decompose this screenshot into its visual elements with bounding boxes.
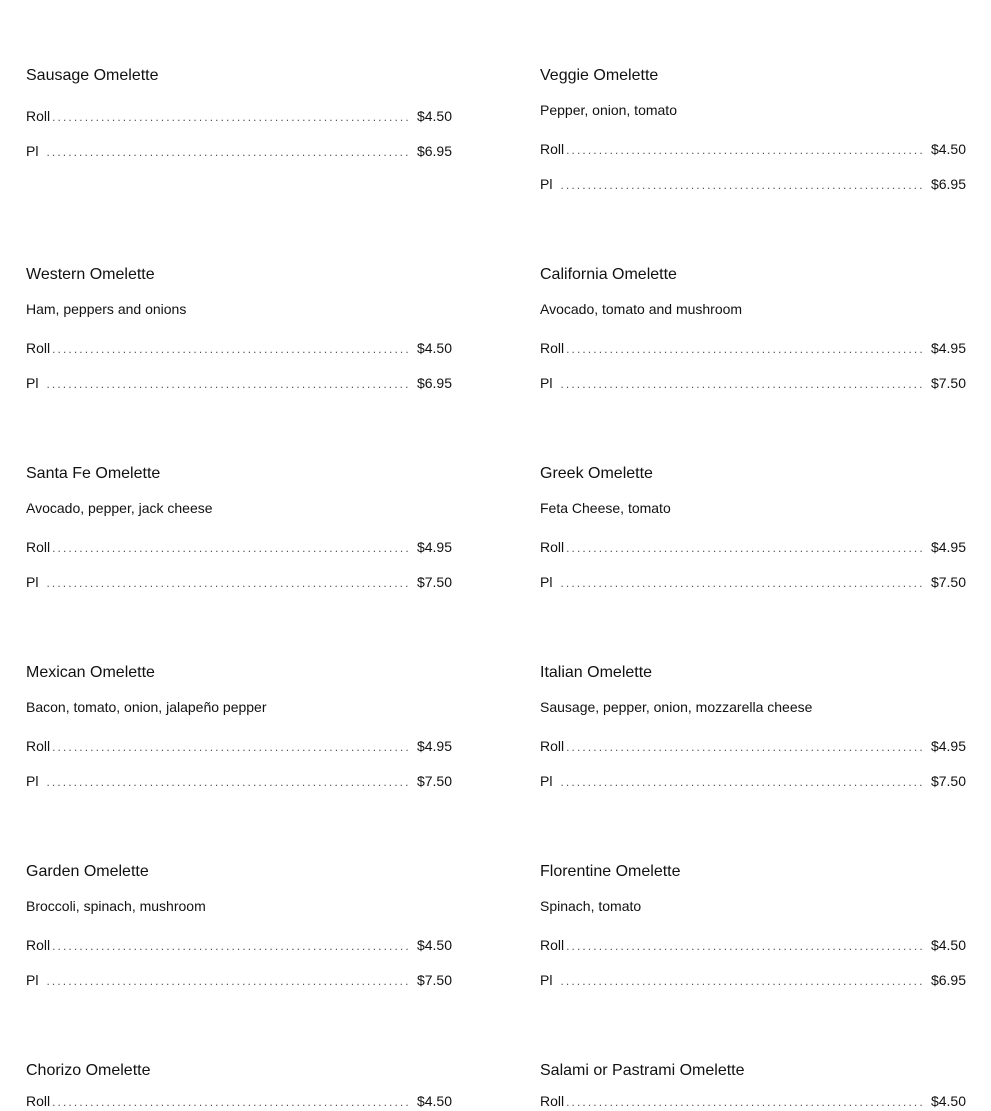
- price: $4.95: [930, 539, 966, 555]
- menu-item-greek-omelette: [540, 464, 966, 591]
- item-description: Bacon, tomato, onion, jalapeño pepper: [26, 699, 267, 715]
- dot-leader: [52, 1093, 409, 1111]
- size-label: Pl: [26, 375, 39, 391]
- item-description: Feta Cheese, tomato: [540, 500, 671, 516]
- price: $4.50: [416, 1093, 452, 1109]
- item-name: Italian Omelette: [540, 664, 653, 681]
- size-label: Roll: [540, 340, 565, 356]
- dot-leader: [52, 539, 409, 557]
- dot-leader: [566, 738, 923, 756]
- price-row-platter: [26, 374, 452, 392]
- dot-leader: [566, 539, 923, 557]
- size-label: Pl: [540, 773, 553, 789]
- price-row-roll: [540, 1092, 966, 1110]
- dot-leader: [52, 340, 409, 358]
- size-label: Pl: [540, 972, 553, 988]
- price-row-platter: [540, 772, 966, 790]
- dot-leader: [566, 1093, 923, 1111]
- price-row-platter: [26, 772, 452, 790]
- size-label: Pl: [540, 574, 553, 590]
- size-label: Pl: [540, 176, 553, 192]
- dot-leader: [560, 574, 923, 592]
- size-label: Roll: [26, 340, 51, 356]
- size-label: Roll: [540, 539, 565, 555]
- item-name: Greek Omelette: [540, 465, 653, 482]
- price: $6.95: [930, 972, 966, 988]
- price-row-roll: [540, 339, 966, 357]
- price: $4.95: [930, 340, 966, 356]
- size-label: Roll: [26, 937, 51, 953]
- dot-leader: [566, 340, 923, 358]
- price: $6.95: [930, 176, 966, 192]
- size-label: Roll: [540, 738, 565, 754]
- menu-item-mexican-omelette: [26, 663, 452, 790]
- size-label: Roll: [26, 1093, 51, 1109]
- size-label: Pl: [26, 773, 39, 789]
- price-row-platter: [540, 971, 966, 989]
- price-row-roll: [26, 107, 452, 125]
- item-name: Chorizo Omelette: [26, 1062, 151, 1079]
- size-label: Roll: [26, 738, 51, 754]
- size-label: Pl: [26, 972, 39, 988]
- price-row-platter: [26, 971, 452, 989]
- price: $6.95: [416, 143, 452, 159]
- price: $7.50: [930, 773, 966, 789]
- dot-leader: [566, 937, 923, 955]
- price: $4.50: [416, 340, 452, 356]
- price: $6.95: [416, 375, 452, 391]
- price: $7.50: [416, 574, 452, 590]
- menu-item-italian-omelette: [540, 663, 966, 790]
- dot-leader: [52, 108, 409, 126]
- price: $7.50: [416, 972, 452, 988]
- dot-leader: [46, 375, 409, 393]
- dot-leader: [566, 141, 923, 159]
- item-name: Veggie Omelette: [540, 67, 659, 84]
- price-row-platter: [540, 175, 966, 193]
- price-row-roll: [540, 538, 966, 556]
- size-label: Roll: [540, 1093, 565, 1109]
- menu-item-garden-omelette: [26, 862, 452, 989]
- item-name: Mexican Omelette: [26, 664, 155, 681]
- item-description: Ham, peppers and onions: [26, 301, 187, 317]
- dot-leader: [560, 972, 923, 990]
- dot-leader: [46, 773, 409, 791]
- price: $7.50: [930, 574, 966, 590]
- price: $4.50: [416, 108, 452, 124]
- menu-item-chorizo-omelette: [26, 1061, 452, 1110]
- item-name: Sausage Omelette: [26, 67, 159, 84]
- price-row-roll: [26, 737, 452, 755]
- dot-leader: [46, 574, 409, 592]
- item-description: Avocado, pepper, jack cheese: [26, 500, 213, 516]
- item-name: Garden Omelette: [26, 863, 149, 880]
- item-description: Spinach, tomato: [540, 898, 642, 914]
- price-row-platter: [540, 573, 966, 591]
- price: $4.50: [416, 937, 452, 953]
- size-label: Pl: [26, 574, 39, 590]
- item-name: Florentine Omelette: [540, 863, 681, 880]
- item-name: Western Omelette: [26, 266, 155, 283]
- price-row-roll: [26, 339, 452, 357]
- price: $7.50: [416, 773, 452, 789]
- price-row-platter: [26, 573, 452, 591]
- item-name: California Omelette: [540, 266, 677, 283]
- menu-item-salami-or-pastrami-omelette: [540, 1061, 966, 1110]
- item-name: Salami or Pastrami Omelette: [540, 1062, 745, 1079]
- price-row-roll: [540, 936, 966, 954]
- price: $4.50: [930, 141, 966, 157]
- price: $4.95: [930, 738, 966, 754]
- item-name: Santa Fe Omelette: [26, 465, 161, 482]
- size-label: Pl: [26, 143, 39, 159]
- item-description: Broccoli, spinach, mushroom: [26, 898, 206, 914]
- price: $4.50: [930, 937, 966, 953]
- dot-leader: [46, 972, 409, 990]
- dot-leader: [52, 937, 409, 955]
- price-row-roll: [26, 538, 452, 556]
- size-label: Roll: [26, 539, 51, 555]
- price-row-roll: [26, 936, 452, 954]
- menu-item-sausage-omelette: [26, 66, 452, 160]
- item-description: Sausage, pepper, onion, mozzarella cheese: [540, 699, 813, 715]
- size-label: Roll: [540, 937, 565, 953]
- dot-leader: [560, 176, 923, 194]
- dot-leader: [46, 143, 409, 161]
- size-label: Pl: [540, 375, 553, 391]
- price-row-roll: [540, 737, 966, 755]
- price: $7.50: [930, 375, 966, 391]
- price-row-roll: [540, 140, 966, 158]
- size-label: Roll: [26, 108, 51, 124]
- size-label: Roll: [540, 141, 565, 157]
- price-row-roll: [26, 1092, 452, 1110]
- dot-leader: [560, 375, 923, 393]
- price-row-platter: [26, 142, 452, 160]
- menu-item-veggie-omelette: [540, 66, 966, 193]
- menu-item-california-omelette: [540, 265, 966, 392]
- price: $4.50: [930, 1093, 966, 1109]
- menu-item-western-omelette: [26, 265, 452, 392]
- item-description: Avocado, tomato and mushroom: [540, 301, 743, 317]
- menu-item-santa-fe-omelette: [26, 464, 452, 591]
- menu-item-florentine-omelette: [540, 862, 966, 989]
- price: $4.95: [416, 539, 452, 555]
- dot-leader: [52, 738, 409, 756]
- dot-leader: [560, 773, 923, 791]
- item-description: Pepper, onion, tomato: [540, 102, 677, 118]
- price: $4.95: [416, 738, 452, 754]
- price-row-platter: [540, 374, 966, 392]
